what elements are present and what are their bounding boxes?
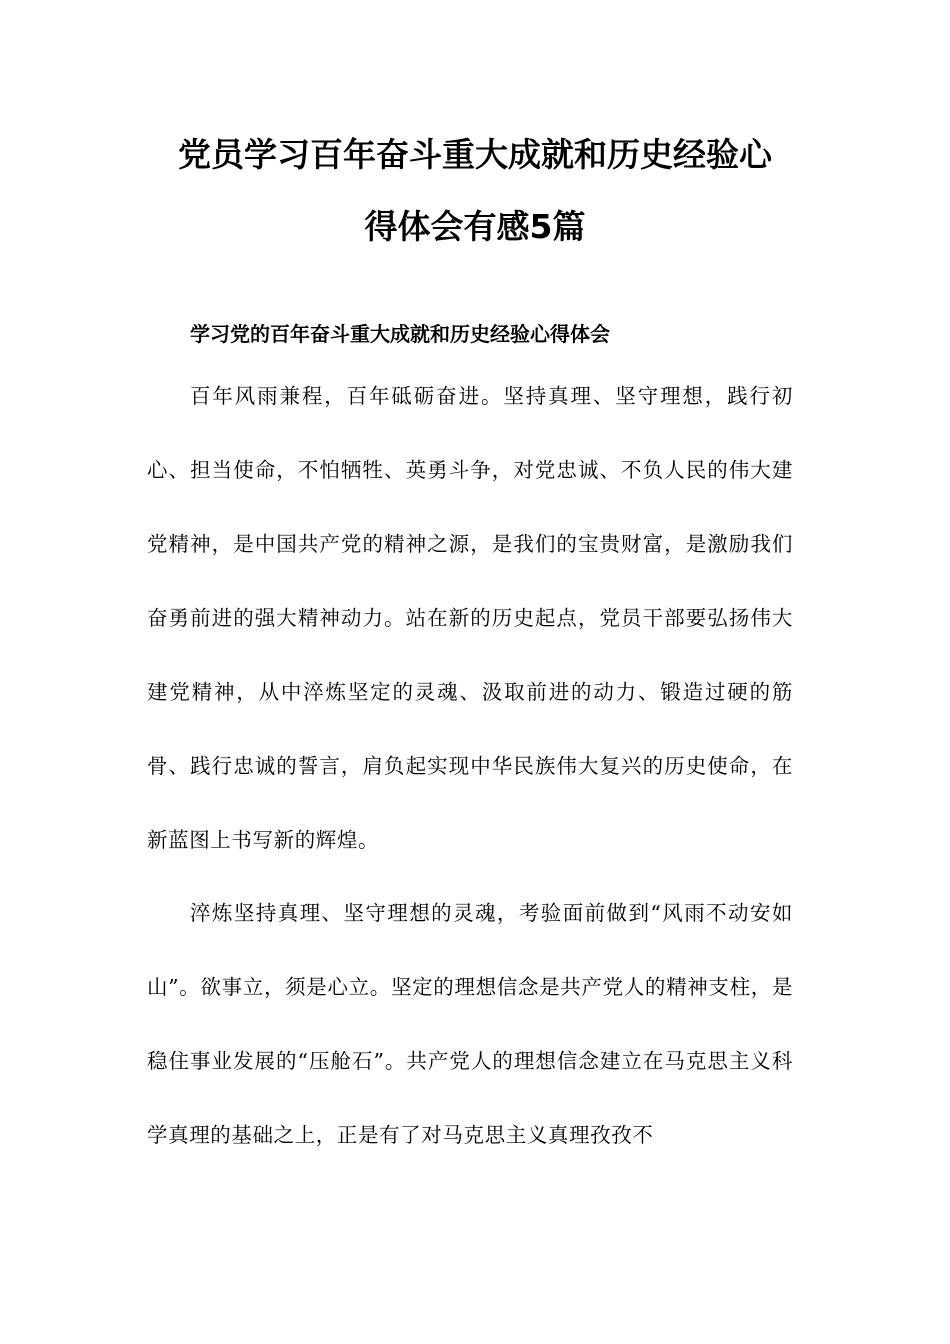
body-paragraph-2: 淬炼坚持真理、坚守理想的灵魂，考验面前做到“风雨不动安如山”。欲事立，须是心立。坚定的理想信念是共产党人的精神支柱，是稳住事业发展的“压舱石”。共产党人的理想信念建立在马克思主义科学真理的基础之上，正是有了对马克思主义真理孜孜不 [147, 901, 793, 1147]
document-title-line-2: 得体会有感5篇 [364, 207, 586, 246]
document-title-line-1: 党员学习百年奋斗重大成就和历史经验心 [178, 135, 772, 174]
section-heading: 学习党的百年奋斗重大成就和历史经验心得体会 [190, 322, 610, 346]
body-paragraph-1: 百年风雨兼程，百年砥砺奋进。坚持真理、坚守理想，践行初心、担当使命，不怕牺牲、英勇斗争，对党忠诚、不负人民的伟大建党精神，是中国共产党的精神之源，是我们的宝贵财富，是激励我们奋勇前进的强大精神动力。站在新的历史起点，党员干部要弘扬伟大建党精神，从中淬炼坚定的灵魂、汲取前进的动力、锻造过硬的筋骨、践行忠诚的誓言，肩负起实现中华民族伟大复兴的历史使命，在新蓝图上书写新的辉煌。 [147, 384, 793, 852]
